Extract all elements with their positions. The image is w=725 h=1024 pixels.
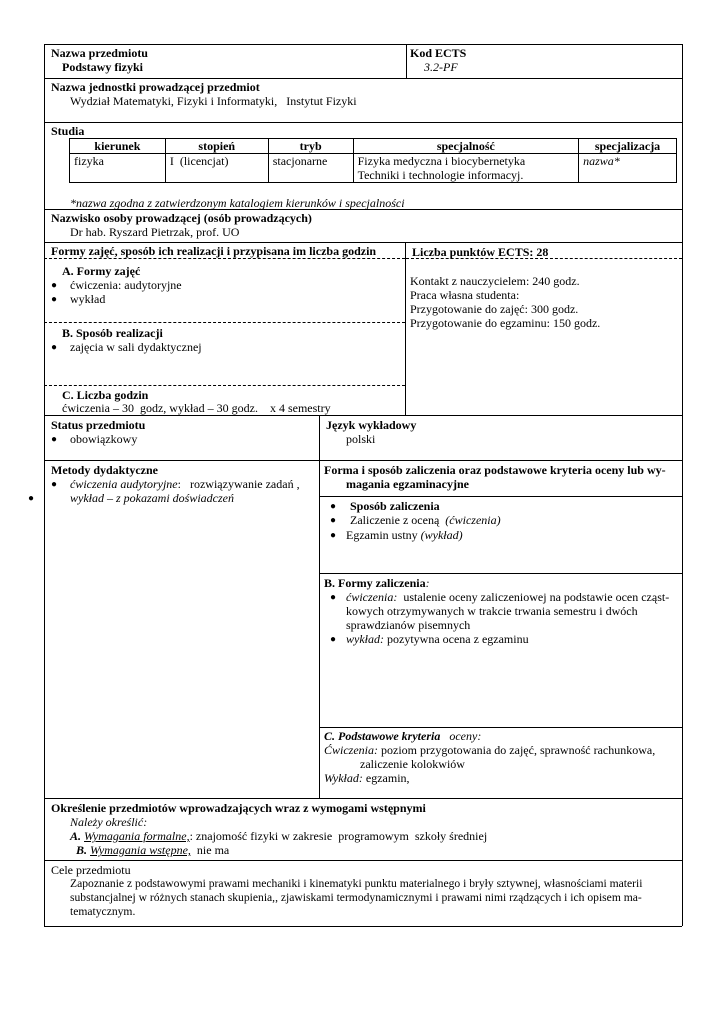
assessment-c-line-type: Wykład:: [324, 771, 363, 785]
assessment-a-item: [346, 528, 463, 542]
frame-right: [682, 44, 683, 926]
column-header: stopień: [165, 139, 268, 154]
assessment-a-item-text: Egzamin ustny: [346, 528, 418, 542]
prereq-a-value: znajomość fizyki w zakresie programowym szkoły średniej: [192, 829, 488, 843]
prereq-a-colon: :: [189, 829, 193, 843]
divider: [44, 78, 682, 79]
forms-label: Formy zajęć, sposób ich realizacji i przypisana im liczba godzin: [51, 244, 377, 258]
assessment-b-label-colon: :: [425, 576, 430, 590]
cell-kierunek: fizyka: [70, 154, 166, 183]
methods-item-type: ćwiczenia audytoryjne: [70, 477, 178, 491]
divider: [319, 496, 682, 497]
assessment-c-line: [324, 771, 410, 785]
divider: [44, 122, 682, 123]
forms-a-item: ćwiczenia: audytoryjne: [70, 278, 182, 292]
forms-a-item: wykład: [70, 292, 106, 306]
assessment-b-item-cont: kowych otrzymywanych w trakcie trwania semestru i dwóch: [346, 604, 638, 618]
lecturer-value: Dr hab. Ryszard Pietrzak, prof. UO: [70, 225, 240, 239]
ects-line: Kontakt z nauczycielem: 240 godz.: [410, 274, 580, 288]
column-header: kierunek: [70, 139, 166, 154]
column-header: specjalizacja: [579, 139, 677, 154]
methods-item: wykład – z pokazami doświadczeń: [70, 491, 234, 505]
subject-label: Nazwa przedmiotu: [51, 46, 148, 60]
bullet-icon: ●: [51, 342, 58, 353]
assessment-c-line-desc: poziom przygotowania do zajęć, sprawność rachunkowa,: [378, 743, 656, 757]
lecturer-label: Nazwisko osoby prowadzącej (osób prowadzących): [51, 211, 312, 225]
ects-line: Praca własna studenta:: [410, 288, 520, 302]
forms-b-label: B. Sposób realizacji: [62, 326, 163, 340]
language-label: Język wykładowy: [326, 418, 417, 432]
language-value: polski: [346, 432, 376, 446]
prereq-note: Należy określić:: [70, 815, 148, 829]
studia-footnote: *nazwa zgodna z zatwierdzonym katalogiem kierunków i specjalności: [70, 196, 405, 210]
specjalnosc-line: Techniki i technologie informacyj.: [357, 168, 524, 182]
assessment-c-line-type: Ćwiczenia:: [324, 743, 378, 757]
assessment-b-item: [346, 590, 669, 604]
bullet-icon: ●: [330, 592, 337, 603]
assessment-c-line: [324, 743, 655, 757]
cell-stopien: I (licencjat): [165, 154, 268, 183]
forms-a-label: A. Formy zajęć: [62, 264, 141, 278]
assessment-c-line: zaliczenie kolokwiów: [360, 757, 465, 771]
forms-c-value: ćwiczenia – 30 godz, wykład – 30 godz. x 4 semestry: [62, 401, 331, 415]
table-row: [70, 154, 677, 183]
divider: [44, 798, 682, 799]
bullet-icon: ●: [330, 515, 337, 526]
unit-label: Nazwa jednostki prowadzącej przedmiot: [51, 80, 260, 94]
assessment-b-item-type: wykład:: [346, 632, 384, 646]
ects-code-value: 3.2-PF: [424, 60, 458, 74]
ects-code-label: Kod ECTS: [410, 46, 467, 60]
bullet-icon: ●: [51, 479, 58, 490]
cell-specjalizacja: nazwa*: [579, 154, 677, 183]
assessment-b-item-cont: sprawdzianów pisemnych: [346, 618, 471, 632]
assessment-b-item-type: ćwiczenia:: [346, 590, 398, 604]
goals-line: Zapoznanie z podstawowymi prawami mechaniki i kinematyki punktu materialnego i bryły sztywnej, własnościami materii: [70, 877, 643, 890]
divider: [44, 322, 405, 323]
assessment-a-label: Sposób zaliczenia: [350, 499, 440, 513]
column-header: tryb: [268, 139, 353, 154]
assessment-c-label-text: C. Podstawowe kryteria: [324, 729, 441, 743]
ects-line: Przygotowanie do egzaminu: 150 godz.: [410, 316, 601, 330]
frame-top: [44, 44, 682, 45]
bullet-icon: ●: [330, 501, 337, 512]
assessment-c-label: [324, 729, 481, 743]
unit-value: Wydział Matematyki, Fizyki i Informatyki, Instytut Fizyki: [70, 94, 357, 108]
frame-left: [44, 44, 45, 926]
bullet-icon: ●: [51, 280, 58, 291]
methods-item: [70, 477, 300, 491]
cell-specjalnosc: [353, 154, 578, 183]
prereq-a: [70, 829, 487, 843]
divider: [319, 415, 320, 798]
bullet-icon: ●: [51, 434, 58, 445]
divider: [44, 385, 405, 386]
specjalnosc-line: Fizyka medyczna i biocybernetyka: [357, 154, 526, 168]
divider: [44, 258, 405, 259]
assessment-b-label: [324, 576, 430, 590]
assessment-b-item-desc: pozytywna ocena z egzaminu: [384, 632, 529, 646]
assessment-a-item-text: Zaliczenie z oceną: [350, 513, 440, 527]
assessment-label: Forma i sposób zaliczenia oraz podstawowe kryteria oceny lub wy-: [324, 463, 666, 477]
goals-line: substancjalnej w różnych stanach skupienia,, zjawiskami termodynamicznymi i prawami nimi rządzących i ich opisem ma-: [70, 891, 642, 904]
ects-line: Przygotowanie do zajęć: 300 godz.: [410, 302, 579, 316]
assessment-c-label-rest: oceny:: [440, 729, 482, 743]
divider: [44, 860, 682, 861]
prereq-label: Określenie przedmiotów wprowadzających wraz z wymogami wstępnymi: [51, 801, 426, 815]
assessment-b-label-text: B. Formy zaliczenia: [324, 576, 426, 590]
prereq-b-label: Wymagania wstępne,: [90, 843, 191, 857]
assessment-b-item: [346, 632, 529, 646]
status-label: Status przedmiotu: [51, 418, 146, 432]
bullet-icon: ●: [28, 493, 35, 504]
assessment-b-item-desc: ustalenie oceny zaliczeniowej na podstawie ocen cząst-: [397, 590, 670, 604]
assessment-label: magania egzaminacyjne: [346, 477, 469, 491]
divider: [406, 44, 407, 78]
bullet-icon: ●: [51, 294, 58, 305]
divider: [319, 573, 682, 574]
column-header: specjalność: [353, 139, 578, 154]
prereq-b: [76, 843, 229, 857]
prereq-a-prefix: A.: [70, 829, 82, 843]
divider: [405, 242, 406, 415]
subject-value: Podstawy fizyki: [62, 60, 143, 74]
divider: [44, 460, 682, 461]
frame-bottom: [44, 926, 682, 927]
divider: [44, 415, 682, 416]
prereq-a-label: Wymagania formalne,: [84, 829, 190, 843]
assessment-a-item-note: (wykład): [420, 528, 463, 542]
prereq-b-value: nie ma: [190, 843, 230, 857]
ects-label: Liczba punktów ECTS: 28: [412, 245, 549, 259]
cell-tryb: stacjonarne: [268, 154, 353, 183]
studia-table: [69, 138, 677, 183]
forms-b-item: zajęcia w sali dydaktycznej: [70, 340, 202, 354]
assessment-a-item-note: (ćwiczenia): [445, 513, 501, 527]
forms-c-label: C. Liczba godzin: [62, 388, 149, 402]
assessment-a-item: [350, 513, 501, 527]
divider: [44, 242, 682, 243]
goals-line: tematycznym.: [70, 905, 136, 918]
prereq-b-prefix: B.: [76, 843, 88, 857]
methods-label: Metody dydaktyczne: [51, 463, 158, 477]
divider: [319, 727, 682, 728]
bullet-icon: ●: [330, 530, 337, 541]
bullet-icon: ●: [330, 634, 337, 645]
methods-item-desc: : rozwiązywanie zadań ,: [177, 477, 300, 491]
table-header-row: [70, 139, 677, 154]
assessment-c-line-desc: egzamin,: [362, 771, 410, 785]
status-value: obowiązkowy: [70, 432, 138, 446]
studia-label: Studia: [51, 124, 85, 138]
goals-label: Cele przedmiotu: [51, 863, 131, 877]
